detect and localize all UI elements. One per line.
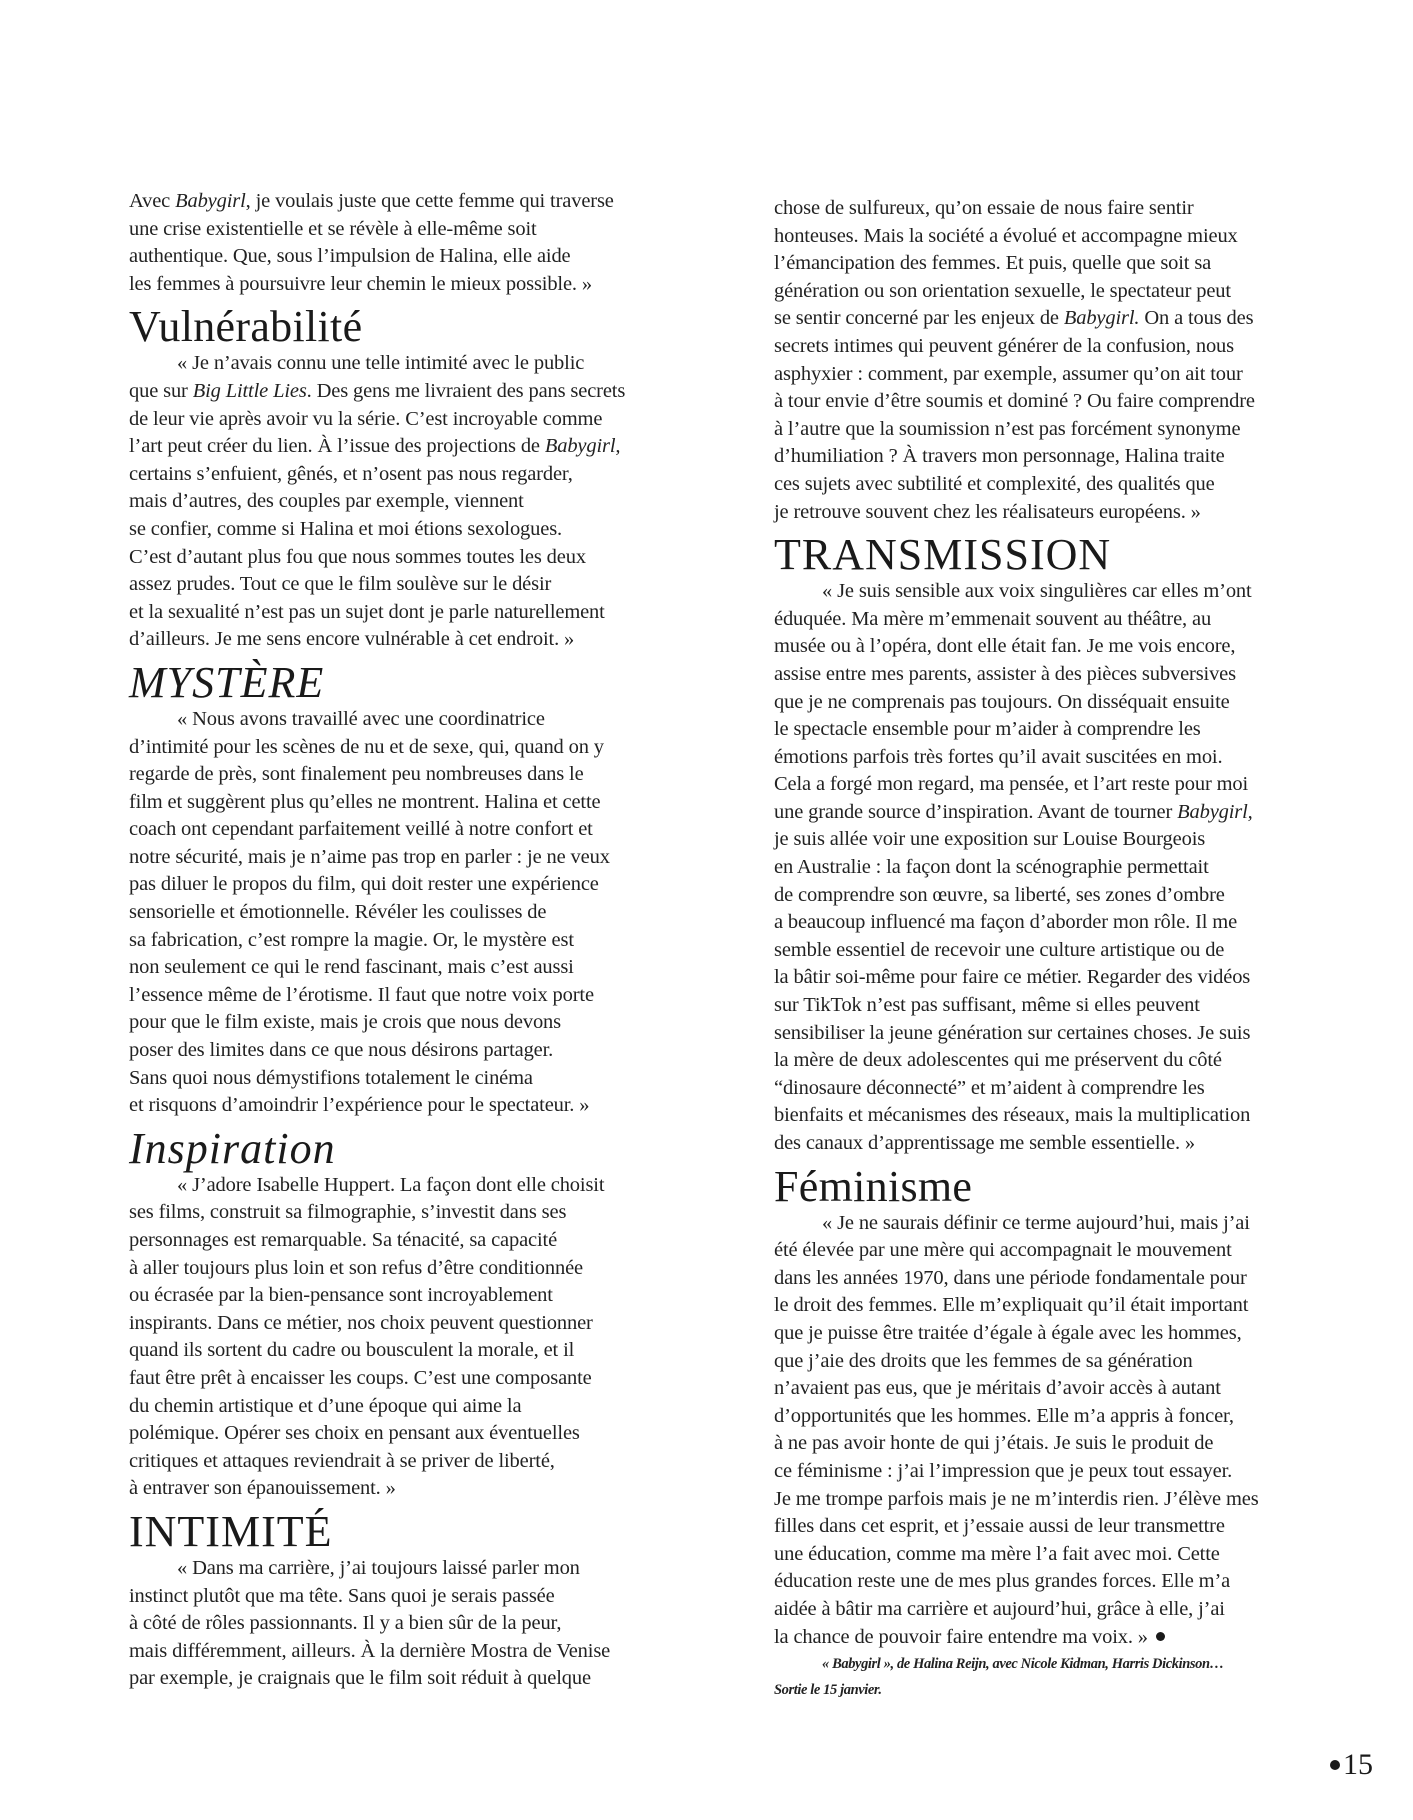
text-line: inspirants. Dans ce métier, nos choix peuvent questionner (129, 1311, 593, 1334)
section-heading: Vulnérabilité (129, 302, 363, 352)
text-line: et risquons d’amoindrir l’expérience pour le spectateur. » (129, 1094, 590, 1117)
text-line: C’est d’autant plus fou que nous sommes toutes les deux (129, 545, 586, 568)
text-line: Sans quoi nous démystifions totalement le cinéma (129, 1066, 533, 1089)
text-line: « Dans ma carrière, j’ai toujours laissé parler mon (177, 1556, 580, 1579)
text-line: des canaux d’apprentissage me semble essentielle. » (774, 1132, 1195, 1154)
text-line: sensorielle et émotionnelle. Révéler les coulisses de (129, 901, 547, 924)
text-line: certains s’enfuient, gênés, et n’osent pas nous regarder, (129, 462, 573, 485)
text-line: « J’adore Isabelle Huppert. La façon dont elle choisit (177, 1173, 605, 1196)
text-line: en Australie : la façon dont la scénographie permettait (774, 856, 1209, 879)
text-line: « Je n’avais connu une telle intimité avec le public (177, 352, 585, 375)
text-line: musée ou à l’opéra, dont elle était fan. Je me vois encore, (774, 635, 1236, 658)
text-line: à entraver son épanouissement. » (129, 1477, 396, 1500)
bullet-dot-icon (1330, 1760, 1340, 1770)
text-line: à ne pas avoir honte de qui j’étais. Je suis le produit de (774, 1432, 1214, 1455)
text-line: ou écrasée par la bien-pensance sont incroyablement (129, 1284, 553, 1307)
text-line: l’art peut créer du lien. À l’issue des projections de Babygirl, (129, 435, 621, 458)
text-line: et la sexualité n’est pas un sujet dont je parle naturellement (129, 600, 605, 623)
text-line: les femmes à poursuivre leur chemin le mieux possible. » (129, 272, 592, 295)
text-line: Cela a forgé mon regard, ma pensée, et l’art reste pour moi (774, 773, 1249, 796)
text-line: asphyxier : comment, par exemple, assumer qu’on ait tour (774, 362, 1243, 385)
text-line: aidée à bâtir ma carrière et aujourd’hui, grâce à elle, j’ai (774, 1597, 1225, 1620)
text-line: assez prudes. Tout ce que le film soulève sur le désir (129, 573, 552, 596)
text-line: une éducation, comme ma mère l’a fait avec moi. Cette (774, 1542, 1220, 1565)
text-line: mais d’autres, des couples par exemple, viennent (129, 490, 524, 513)
text-line: instinct plutôt que ma tête. Sans quoi je serais passée (129, 1584, 555, 1607)
text-line: quand ils sortent du cadre ou bousculent la morale, et il (129, 1339, 575, 1362)
text-line: « Nous avons travaillé avec une coordinatrice (177, 707, 545, 730)
text-line: se confier, comme si Halina et moi étions sexologues. (129, 517, 563, 540)
text-line: secrets intimes qui peuvent générer de la confusion, nous (774, 334, 1234, 357)
text-line: d’ailleurs. Je me sens encore vulnérable à cet endroit. » (129, 628, 575, 651)
text-line: film et suggèrent plus qu’elles ne montrent. Halina et cette (129, 790, 601, 813)
title-italic: Big Little Lies (192, 379, 307, 402)
text-line: pour que le film existe, mais je crois que nous devons (129, 1011, 561, 1034)
title-italic: Babygirl (175, 190, 246, 212)
text-line: l’essence même de l’érotisme. Il faut que notre voix porte (129, 983, 594, 1006)
text-line: je suis allée voir une exposition sur Louise Bourgeois (774, 828, 1206, 851)
text-line: je retrouve souvent chez les réalisateurs européens. » (774, 500, 1201, 523)
text-line: bienfaits et mécanismes des réseaux, mais la multiplication (774, 1104, 1251, 1127)
text-line: « Je ne saurais définir ce terme aujourd’hui, mais j’ai (822, 1211, 1250, 1234)
text-line: sur TikTok n’est pas suffisant, même si elles peuvent (774, 994, 1200, 1017)
section-heading: Féminisme (774, 1161, 973, 1211)
film-credits: « Babygirl », de Halina Reijn, avec Nicole Kidman, Harris Dickinson… (822, 1656, 1224, 1673)
text-line: que je puisse être traitée d’égale à égale avec les hommes, (774, 1321, 1242, 1344)
text-line: personnages est remarquable. Sa ténacité, sa capacité (129, 1229, 558, 1251)
text-line: dans les années 1970, dans une période fondamentale pour (774, 1266, 1247, 1289)
text-line: éduquée. Ma mère m’emmenait souvent au théâtre, au (774, 607, 1212, 630)
section-heading: TRANSMISSION (774, 530, 1112, 580)
text-line: le droit des femmes. Elle m’expliquait qu’il était important (774, 1294, 1249, 1317)
text-line: poser des limites dans ce que nous désirons partager. (129, 1039, 554, 1062)
text-line: la chance de pouvoir faire entendre ma voix. » (774, 1624, 1329, 1652)
text-line: que sur Big Little Lies. Des gens me livraient des pans secrets (129, 379, 626, 402)
text-line: une crise existentielle et se révèle à elle-même soit (129, 217, 537, 240)
title-italic: Babygirl. (1063, 307, 1140, 330)
text-line: à tour envie d’être soumis et dominé ? Ou faire comprendre (774, 390, 1255, 413)
text-line: pas diluer le propos du film, qui doit rester une expérience (129, 873, 599, 896)
text-line: critiques et attaques reviendrait à se priver de liberté, (129, 1449, 555, 1472)
text-line: à côté de rôles passionnants. Il y a bien sûr de la peur, (129, 1612, 562, 1635)
left-column (129, 188, 689, 1693)
section-heading: MYSTÈRE (129, 657, 325, 707)
text-line: mais différemment, ailleurs. À la dernière Mostra de Venise (129, 1639, 611, 1662)
text-line: chose de sulfureux, qu’on essaie de nous faire sentir (774, 197, 1194, 219)
end-of-article-bullet-icon (1156, 1632, 1165, 1641)
text-line: par exemple, je craignais que le film soit réduit à quelque (129, 1667, 591, 1690)
text-line: assise entre mes parents, assister à des pièces subversives (774, 662, 1236, 685)
text-line: non seulement ce qui le rend fascinant, mais c’est aussi (129, 956, 574, 979)
text-line: faut être prêt à encaisser les coups. C’est une composante (129, 1366, 592, 1389)
text-line: filles dans cet esprit, et j’essaie aussi de leur transmettre (774, 1515, 1225, 1538)
text-line: polémique. Opérer ses choix en pensant aux éventuelles (129, 1422, 580, 1445)
text-line: que j’aie des droits que les femmes de sa génération (774, 1349, 1193, 1372)
release-date: Sortie le 15 janvier. (774, 1682, 882, 1699)
text-line: authentique. Que, sous l’impulsion de Halina, elle aide (129, 245, 571, 268)
text-line: ce féminisme : j’ai l’impression que je peux tout essayer. (774, 1459, 1233, 1482)
text-line: le spectacle ensemble pour m’aider à comprendre les (774, 718, 1201, 741)
text-line: ces sujets avec subtilité et complexité, des qualités que (774, 472, 1215, 495)
text-line: la mère de deux adolescentes qui me préservent du côté (774, 1049, 1222, 1072)
text-line: la bâtir soi-même pour faire ce métier. Regarder des vidéos (774, 966, 1251, 989)
text-line: coach ont cependant parfaitement veillé à notre confort et (129, 818, 593, 841)
text-line: une grande source d’inspiration. Avant de tourner Babygirl, (774, 800, 1253, 823)
text-line: sensibiliser la jeune génération sur certaines choses. Je suis (774, 1021, 1251, 1044)
text-line: d’humiliation ? À travers mon personnage, Halina traite (774, 445, 1225, 468)
text-line: été élevée par une mère qui accompagnait le mouvement (774, 1239, 1232, 1262)
text-line: notre sécurité, mais je n’aime pas trop en parler : je ne veux (129, 845, 610, 868)
text-line: l’émancipation des femmes. Et puis, quelle que soit sa (774, 252, 1212, 275)
page-number: 15 (1343, 1748, 1373, 1781)
text-line: a beaucoup influencé ma façon d’aborder mon rôle. Il me (774, 911, 1238, 934)
text-line: sa fabrication, c’est rompre la magie. Or, le mystère est (129, 928, 574, 951)
title-italic: Babygirl, (544, 435, 621, 458)
text-line: se sentir concerné par les enjeux de Babygirl. On a tous des (774, 307, 1254, 330)
text-line: honteuses. Mais la société a évolué et accompagne mieux (774, 224, 1238, 247)
title-italic: Babygirl, (1177, 800, 1253, 823)
text-line: de leur vie après avoir vu la série. C’est incroyable comme (129, 407, 603, 430)
right-column (774, 195, 1329, 1703)
text-line: de comprendre son œuvre, sa liberté, ses zones d’ombre (774, 883, 1225, 906)
text-line: émotions parfois très fortes qu’il avait suscitées en moi. (774, 745, 1223, 768)
text-line: Avec Babygirl, je voulais juste que cette femme qui traverse (129, 190, 614, 212)
text-line: semble essentiel de recevoir une culture artistique ou de (774, 938, 1225, 961)
text-line: ses films, construit sa filmographie, s’investit dans ses (129, 1201, 567, 1224)
text-line: que je ne comprenais pas toujours. On disséquait ensuite (774, 690, 1230, 713)
text-line: du chemin artistique et d’une époque qui aime la (129, 1394, 522, 1417)
text-line: génération ou son orientation sexuelle, le spectateur peut (774, 279, 1231, 302)
text-line: “dinosaure déconnecté” et m’aident à comprendre les (774, 1076, 1205, 1099)
page-folio (1330, 1748, 1373, 1782)
text-line: regarde de près, sont finalement peu nombreuses dans le (129, 763, 584, 786)
section-heading: INTIMITÉ (129, 1506, 333, 1556)
text-line: éducation reste une de mes plus grandes forces. Elle m’a (774, 1570, 1231, 1593)
section-heading: Inspiration (129, 1123, 336, 1173)
text-line: d’intimité pour les scènes de nu et de sexe, qui, quand on y (129, 735, 604, 758)
text-line: « Je suis sensible aux voix singulières car elles m’ont (822, 580, 1252, 603)
text-line: à l’autre que la soumission n’est pas forcément synonyme (774, 417, 1241, 440)
text-line: Je me trompe parfois mais je ne m’interdis rien. J’élève mes (774, 1487, 1259, 1510)
text-line: n’avaient pas eus, que je méritais d’avoir accès à autant (774, 1377, 1221, 1400)
text-line: à aller toujours plus loin et son refus d’être conditionnée (129, 1256, 583, 1279)
text-line: d’opportunités que les hommes. Elle m’a appris à foncer, (774, 1404, 1234, 1427)
